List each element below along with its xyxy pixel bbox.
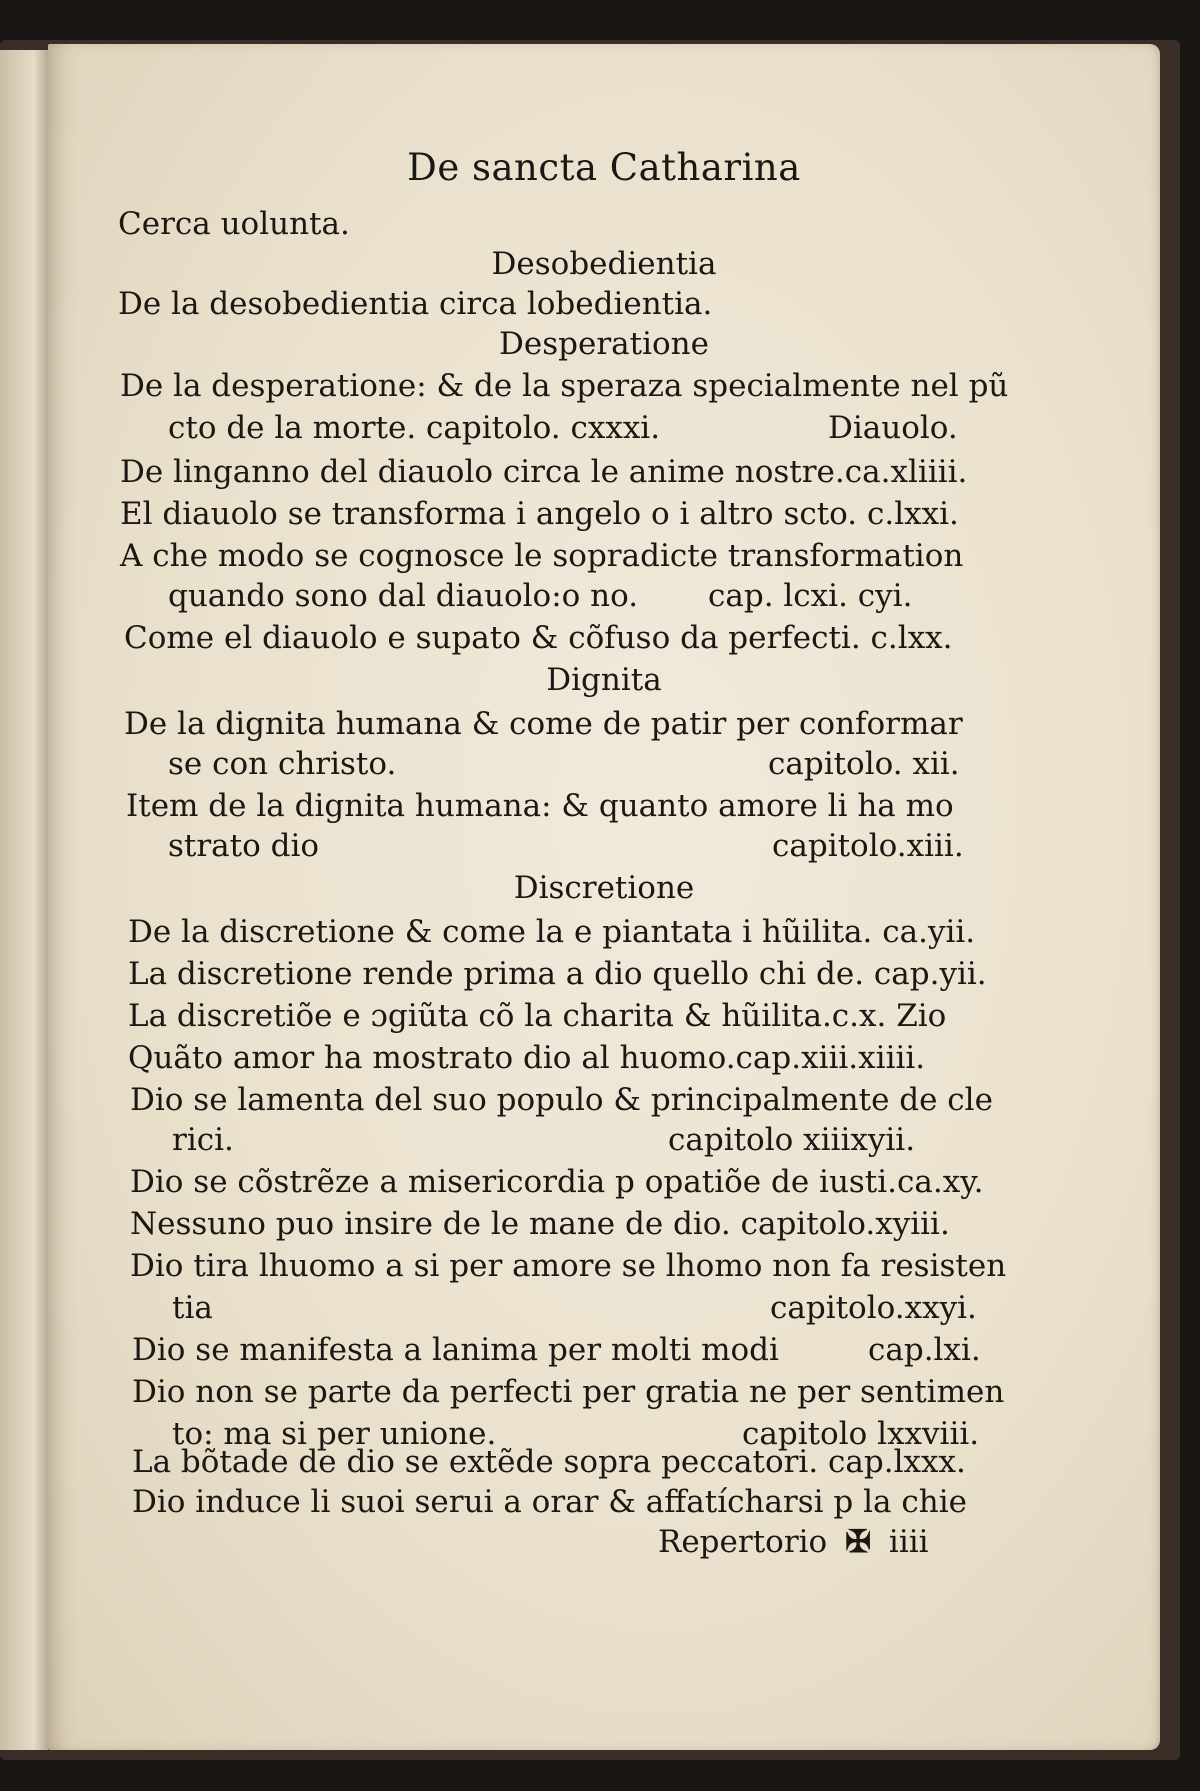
- entry-line: to: ma si per unione.: [172, 1416, 497, 1452]
- page-title: De sancta Catharina: [407, 146, 801, 189]
- entry-reference: capitolo.xiii.: [772, 828, 964, 864]
- entry-line: La bõtade de dio se extẽde sopra peccatori. cap.lxxx.: [132, 1444, 966, 1480]
- signature-number: iiii: [888, 1524, 929, 1560]
- cross-icon: ✠: [845, 1524, 872, 1560]
- entry-reference: capitolo xiiixyii.: [668, 1122, 916, 1158]
- entry-line: Come el diauolo e supato & cõfuso da perfecti. c.lxx.: [124, 620, 953, 656]
- entry-line: Cerca uolunta.: [118, 206, 350, 242]
- entry-line: Dio se manifesta a lanima per molti modi: [132, 1332, 779, 1368]
- entry-line: A che modo se cognosce le sopradicte transformation: [120, 538, 964, 574]
- entry-line: Dio tira lhuomo a si per amore se lhomo non fa resisten: [130, 1248, 1007, 1284]
- entry-line: tia: [172, 1290, 213, 1326]
- section-heading: Desperatione: [499, 326, 709, 362]
- signature-label: Repertorio: [658, 1524, 828, 1560]
- entry-line: Item de la dignita humana: & quanto amore li ha mo: [126, 788, 954, 824]
- section-heading: Discretione: [513, 870, 695, 906]
- entry-line: La discretione rende prima a dio quello chi de. cap.yii.: [128, 956, 987, 992]
- entry-line: La discretiõe e ɔgiũta cõ la charita & hũilita.c.x. Zio: [128, 998, 947, 1034]
- entry-line: cto de la morte. capitolo. cxxxi.: [168, 410, 661, 446]
- entry-reference: Diauolo.: [828, 410, 958, 446]
- entry-reference: capitolo lxxviii.: [742, 1416, 980, 1452]
- entry-line: strato dio: [168, 828, 320, 864]
- entry-reference: capitolo.xxyi.: [770, 1290, 977, 1326]
- entry-reference: capitolo. xii.: [768, 746, 960, 782]
- section-heading: Dignita: [546, 662, 662, 698]
- entry-line: Dio non se parte da perfecti per gratia ne per sentimen: [132, 1374, 1005, 1410]
- entry-line: El diauolo se transforma i angelo o i altro scto. c.lxxi.: [120, 496, 959, 532]
- entry-reference: cap.lxi.: [868, 1332, 981, 1368]
- entry-line: Dio se lamenta del suo populo & principalmente de cle: [130, 1082, 993, 1118]
- entry-line: Dio se cõstrẽze a misericordia p opatiõe de iusti.ca.xy.: [130, 1164, 984, 1200]
- entry-line: Nessuno puo insire de le mane de dio. capitolo.xyiii.: [130, 1206, 950, 1242]
- entry-line: De la discretione & come la e piantata i hũilita. ca.yii.: [128, 914, 976, 950]
- entry-line: rici.: [172, 1122, 234, 1158]
- book-page: [48, 44, 1160, 1750]
- entry-line: Quãto amor ha mostrato dio al huomo.cap.xiii.xiiii.: [128, 1040, 926, 1076]
- entry-line: quando sono dal diauolo:o no.: [168, 578, 639, 614]
- entry-line: De la dignita humana & come de patir per conformar: [124, 706, 963, 742]
- left-page-edge: [0, 50, 48, 1750]
- entry-line: De la desobedientia circa lobedientia.: [118, 286, 713, 322]
- page-text: [48, 44, 1160, 1750]
- entry-line: Dio induce li suoi serui a orar & affatícharsi p la chie: [132, 1484, 967, 1520]
- section-heading: Desobedientia: [491, 246, 717, 282]
- entry-line: se con christo.: [168, 746, 397, 782]
- entry-line: De linganno del diauolo circa le anime nostre.ca.xliiii.: [120, 454, 968, 490]
- entry-reference: cap. lcxi. cyi.: [708, 578, 913, 614]
- entry-line: De la desperatione: & de la speraza specialmente nel pũ: [120, 368, 1009, 404]
